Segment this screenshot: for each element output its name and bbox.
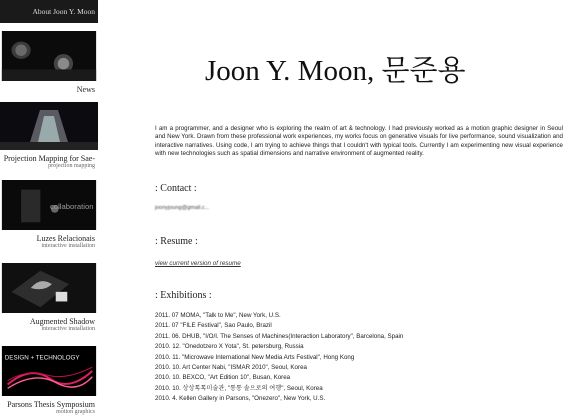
page-title: Joon Y. Moon, 문준용 bbox=[205, 55, 466, 87]
thumbnail-label: collaboration bbox=[49, 201, 94, 211]
sidebar-item-title: Parsons Thesis Symposium bbox=[7, 400, 95, 409]
list-item: 2010. 11. "Microwave International New Media Arts Festival", Hong Kong bbox=[155, 353, 355, 361]
sidebar bbox=[0, 0, 98, 420]
list-item: 2010. 4. Kellen Gallery in Parsons, "Onezero", New York, U.S. bbox=[155, 395, 326, 403]
sidebar-item-parsons-thesis-symposium[interactable] bbox=[0, 346, 98, 416]
contact-email[interactable]: joonyjoung@gmail.c... bbox=[155, 205, 210, 211]
sidebar-item-title: Augmented Shadow bbox=[29, 317, 95, 326]
parsons-thesis-thumbnail[interactable] bbox=[0, 346, 98, 396]
list-item: 2010. 10. BEXCO, "Art Edition 10", Busan, Korea bbox=[155, 374, 291, 382]
sidebar-item-subtitle: interactive installation bbox=[41, 243, 95, 249]
sidebar-item-news[interactable] bbox=[0, 31, 98, 94]
sidebar-item-subtitle: projection mapping bbox=[48, 163, 95, 169]
resume-link[interactable]: view current version of resume bbox=[155, 260, 241, 267]
sidebar-item-projection-mapping[interactable] bbox=[0, 101, 98, 170]
augmented-shadow-thumbnail[interactable] bbox=[0, 263, 98, 313]
sidebar-item-subtitle: motion graphics bbox=[56, 409, 95, 415]
list-item: 2011. 07 "FILE Festival", Sao Paulo, Brazil bbox=[155, 322, 272, 330]
contact-heading: : Contact : bbox=[155, 183, 197, 194]
sidebar-item-title: Projection Mapping for Sae- bbox=[3, 154, 95, 163]
list-item: 2010. 10. Art Center Nabi, "ISMAR 2010", Seoul, Korea bbox=[155, 364, 307, 372]
list-item: 2011. 06. DHUB, "I/O/I. The Senses of Machines(Interaction Laboratory", Barcelona, Spain bbox=[155, 332, 404, 340]
news-thumbnail[interactable] bbox=[0, 31, 98, 81]
sidebar-item-luzes-relacionais[interactable] bbox=[0, 180, 98, 250]
sidebar-item-title: News bbox=[76, 85, 95, 94]
list-item: 2010. 10. 상상톡톡미술관, "통통 솔으로의 여행", Seoul, Korea bbox=[155, 384, 323, 392]
sidebar-item-augmented-shadow[interactable] bbox=[0, 263, 98, 333]
thumbnail-label: DESIGN + TECHNOLOGY bbox=[4, 354, 80, 362]
luzes-relacionais-thumbnail[interactable] bbox=[0, 180, 98, 230]
sidebar-item-subtitle: interactive installation bbox=[41, 326, 95, 332]
exhibitions-list bbox=[155, 311, 403, 405]
sidebar-item-title: Luzes Relacionais bbox=[36, 234, 95, 243]
projection-mapping-thumbnail[interactable] bbox=[0, 101, 98, 151]
exhibitions-heading: : Exhibitions : bbox=[155, 290, 212, 301]
list-item: 2011. 07 MOMA, "Talk to Me", New York, U.S. bbox=[155, 312, 281, 319]
list-item: 2010. 12. "Onedotzero X Yota", St. petersburg, Russia bbox=[155, 343, 304, 351]
resume-heading: : Resume : bbox=[155, 236, 198, 247]
bio-paragraph: I am a programmer, and a designer who is exploring the realm of art & technology. I had previously worked as a motion graphic designer in Seoul and New York. Drawn from these professional work experiences, my works focus on generative visuals for live performance, sound visualization and interactive narratives. Using code, I am trying to achieve things that I couldn't with typical tools. Currently I am experimenting new visual experience with new technologies such as spatial dimensions and narrative environment of augmented reality. bbox=[155, 125, 563, 157]
sidebar-header-about[interactable]: About Joon Y. Moon bbox=[0, 0, 98, 23]
